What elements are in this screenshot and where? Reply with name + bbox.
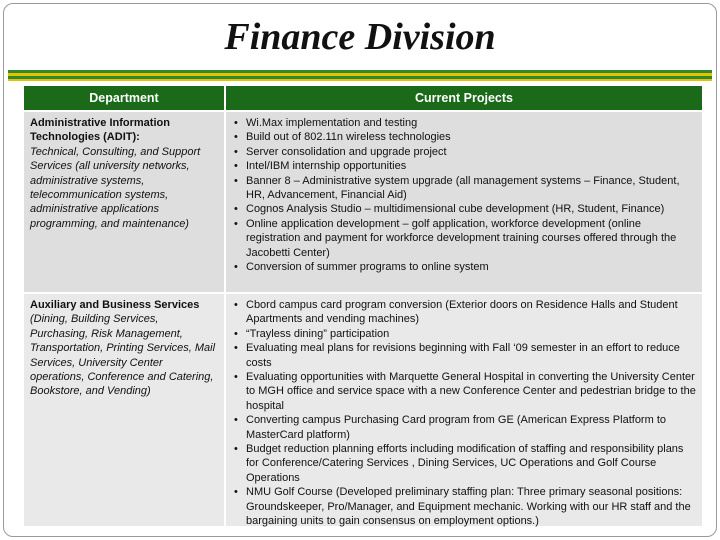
bullet-icon: • [234,443,238,456]
department-description: (Dining, Building Services, Purchasing, Risk Management, Transportation, Printing Services, Mail Services, University Center operations, Conference and Catering, Bookstore, and Vending) [30,313,216,398]
project-text: NMU Golf Course (Developed preliminary staffing plan: Three primary seasonal positions: Groundskeeper, Pro/Manager, and Equipment mechanic. Working with our HR staff and the bargaining units to gain consensus on employment options.) [246,486,691,528]
bullet-icon: • [234,261,238,274]
column-header-department: Department [24,86,224,110]
list-item [232,370,698,413]
project-text: Cbord campus card program conversion (Exterior doors on Residence Halls and Student Apartments and vending machines) [246,299,678,326]
project-text: Banner 8 – Administrative system upgrade (all management systems – Finance, Student, HR, Advancement, Financial Aid) [246,174,680,202]
divider-rule-gold [8,79,712,81]
bullet-icon: • [234,414,238,427]
bullet-icon: • [234,203,238,216]
department-name: Administrative Information Technologies (ADIT): [30,117,170,144]
list-item [232,442,698,485]
project-text: “Trayless dining” participation [246,327,390,340]
list-item [232,174,698,203]
column-header-current-projects: Current Projects [226,86,702,110]
project-text: Wi.Max implementation and testing [246,117,418,129]
project-text: Evaluating meal plans for revisions beginning with Fall ‘09 semester in an effort to reduce costs [246,342,680,369]
project-text: Intel/IBM internship opportunities [246,160,407,173]
project-list [232,116,698,274]
bullet-icon: • [234,145,238,158]
list-item [232,145,698,159]
table-row-department-cell [24,112,224,292]
list-item [232,217,698,260]
project-text: Converting campus Purchasing Card program from GE (American Express Platform to MasterCard platform) [246,414,666,441]
bullet-icon: • [234,217,238,230]
list-item [232,260,698,274]
bullet-icon: • [234,117,238,129]
project-list [232,298,698,529]
table-row-department-cell [24,294,224,526]
bullet-icon: • [234,174,238,187]
list-item [232,413,698,442]
list-item [232,327,698,341]
list-item [232,341,698,370]
projects-table [24,86,702,526]
project-text: Cognos Analysis Studio – multidimensional cube development (HR, Student, Finance) [246,203,665,216]
bullet-icon: • [234,486,238,499]
list-item [232,159,698,173]
bullet-icon: • [234,342,238,355]
department-description: Technical, Consulting, and Support Services (all university networks, administrative systems, telecommunication systems, administrative applications programming, and maintenance) [30,145,201,230]
table-row-projects-cell [226,294,702,526]
list-item [232,130,698,144]
project-text: Server consolidation and upgrade project [246,145,447,158]
bullet-icon: • [234,160,238,173]
project-text: Budget reduction planning efforts including modification of staffing and responsibility plans for Conference/Catering Services , Dining Services, UC Operations and Golf Course Operations [246,443,684,484]
list-item [232,298,698,327]
project-text: Online application development – golf application, workforce development (online registration and payment for workforce development training courses offered through the Jacobetti Center) [246,217,677,259]
department-name: Auxiliary and Business Services [30,299,200,311]
bullet-icon: • [234,131,238,144]
list-item [232,202,698,216]
project-text: Evaluating opportunities with Marquette General Hospital in converting the University Center to MGH office and service space with a new Conference Center and pedestrian bridge to the hospital [246,371,696,412]
project-text: Build out of 802.11n wireless technologies [246,131,451,144]
list-item [232,116,698,130]
table-row-projects-cell [226,112,702,292]
bullet-icon: • [234,371,238,384]
bullet-icon: • [234,327,238,340]
bullet-icon: • [234,299,238,311]
project-text: Conversion of summer programs to online system [246,261,489,274]
page-title: Finance Division [224,16,496,58]
list-item [232,485,698,528]
